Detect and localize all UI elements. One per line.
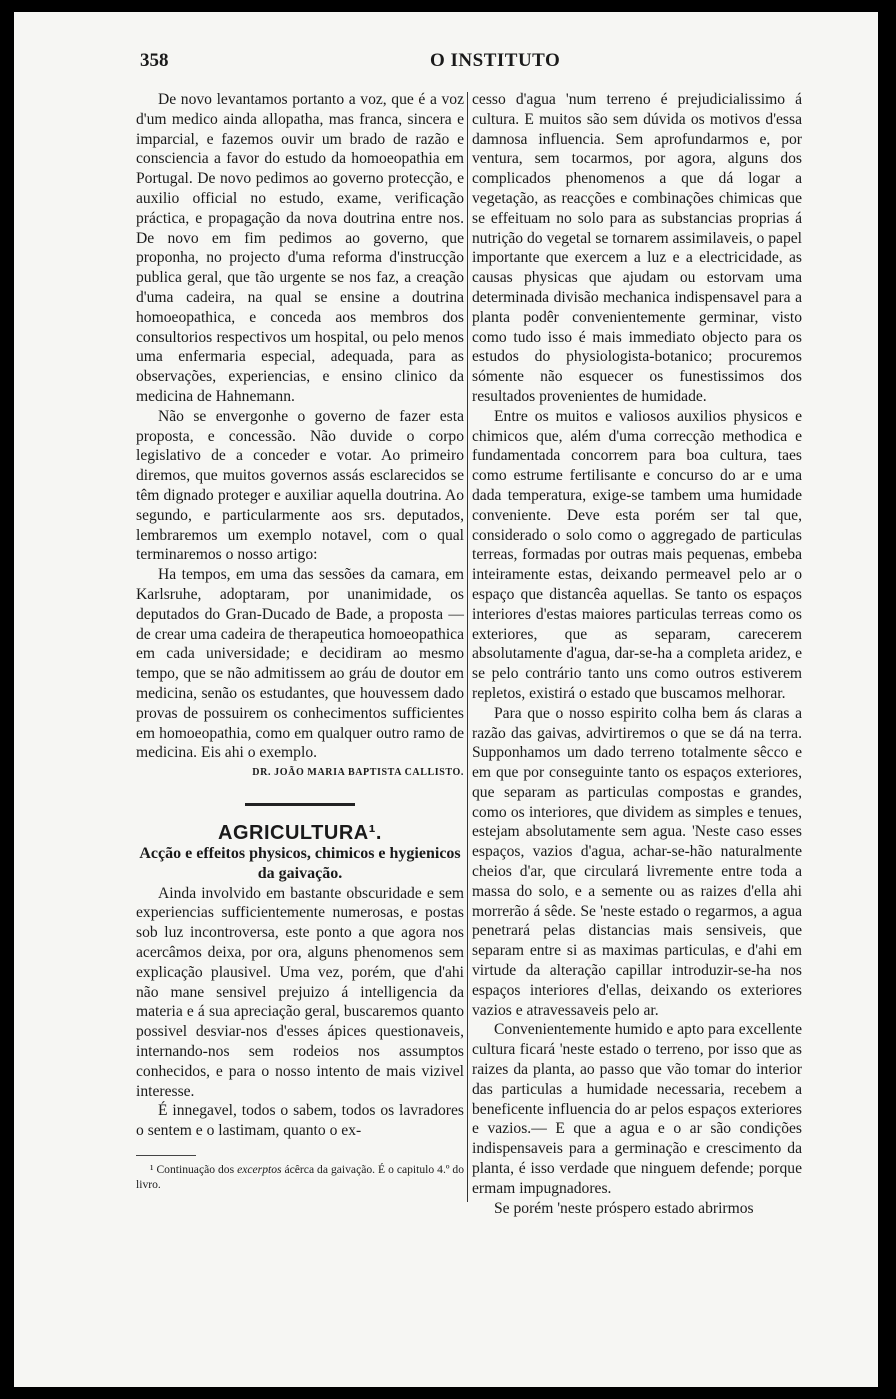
paragraph: De novo levantamos portanto a voz, que é a voz d'um medico ainda allopatha, mas franca, sincera e imparcial, e fazemos ouvir um brado de razão e consciencia a favor do estudo da homoeopathia em Portugal. De novo pedimos ao governo protecção, e auxilio official no estudo, exame, verificação práctica, e propagação da nova doutrina entre nos. De novo em fim pedimos ao governo, que proponha, no projecto d'uma reforma d'instrucção publica geral, que tão urgente se nos faz, a creação d'uma cadeira, na qual se ensine a doutrina homoeopathica, e conceda aos membros dos consultorios respectivos um hospital, ou pelo menos uma enfermaria especial, adequada, para as observações, experiencias, e ensino clinico da medicina de Hahnemann.	[136, 91, 464, 405]
paragraph: Ha tempos, em uma das sessões da camara, em Karlsruhe, adoptaram, por unanimidade, os deputados do Gran-Ducado de Bade, a proposta — de crear uma cadeira de therapeutica homoeopathica em cada universidade; e decidiram ao mesmo tempo, que se não admitissem ao gráu de doutor em medicina, senão os estudantes, que houvessem dado provas de possuirem os conhecimentos sufficientes em homoeopathia, como em qualquer outro ramo de medicina. Eis ahi o exemplo.	[136, 566, 464, 762]
page-header	[140, 50, 820, 76]
column-divider	[467, 92, 468, 1202]
footnote-italic: excerptos	[237, 1163, 282, 1177]
section-subtitle: Acção e effeitos physicos, chimicos e hygienicos da gaivação.	[139, 844, 461, 882]
footnote	[136, 1162, 464, 1192]
running-head: O INSTITUTO	[430, 50, 561, 71]
section-divider	[245, 803, 355, 806]
footnote-prefix: ¹ Continuação dos	[150, 1163, 238, 1177]
paragraph: Se porém 'neste próspero estado abrirmos	[494, 1199, 754, 1217]
footnote-divider	[136, 1155, 196, 1156]
left-column	[136, 90, 464, 1192]
paragraph: Convenientemente humido e apto para excellente cultura ficará 'neste estado o terreno, por isso que as raizes da planta, ao passo que vão tomar do interior das particulas a humidade necessaria, recebem a beneficente influencia do ar pelos espaços exteriores e vazios.— E que a agua e o ar são condições indispensaveis para a germinação e crescimento da planta, é isso verdade que ninguem defende; porque ermam impugnadores.	[472, 1021, 802, 1197]
paragraph: É innegavel, todos o sabem, todos os lavradores o sentem e o lastimam, quanto o ex-	[136, 1102, 464, 1140]
section-title: AGRICULTURA¹.	[218, 821, 382, 844]
paragraph: Ainda involvido em bastante obscuridade e sem experiencias sufficientemente numerosas, e postas sob luz incontroversa, este ponto a que agora nos acercâmos deixa, por ora, alguns phenomenos sem explicação plausivel. Uma vez, porém, que d'ahi não mane sensivel prejuizo á intelligencia da materia e á sua apreciação geral, buscaremos quanto possivel desviar-nos d'esses ápices questionaveis, internando-nos sem rodeios nos assumptos conhecidos, e para o nosso intento de mais vizivel interesse.	[136, 884, 464, 1100]
page-number: 358	[140, 50, 169, 71]
right-column	[472, 90, 802, 1218]
paragraph: Para que o nosso espirito colha bem ás claras a razão das gaivas, advirtiremos o que se dá na terra. Supponhamos um dado terreno totalmente sêcco e em que por conseguinte tanto os espaços exteriores, que separam as particulas compostas e grandes, como os interiores, que dividem as simples e tenues, estejam absolutamente sem agua. 'Neste caso esses espaços, vazios d'agua, achar-se-hão naturalmente cheios d'ar, que circulará livremente entre toda a massa do solo, e a semente ou as raizes d'ella ahi morrerão á sêde. Se 'neste estado o regarmos, a agua penetrará pelas distancias mais sensiveis, que separam entre si as maximas particulas, e d'ahi em virtude da alteração capillar introduzir-se-ha nos espaços interiores d'ellas, deixando os exteriores vazios e atravessaveis pelo ar.	[472, 704, 802, 1019]
paragraph: cesso d'agua 'num terreno é prejudicialissimo á cultura. E muitos são sem dúvida os motivos d'essa damnosa influencia. Sem aprofundarmos e, por ventura, sem tocarmos, por agora, alguns dos complicados phenomenos a que dá logar a vegetação, as reacções e combinações chimicas que se effeituam no solo para as substancias proprias á nutrição do vegetal se tornarem assimilaveis, o papel importante que exercem a luz e a electricidade, as causas physicas que ajudam ou estorvam uma determinada divisão mechanica indispensavel para a planta podêr convenientemente germinar, visto como tudo isso é mais immediato objecto para os estudos do physiologista-botanico; procuremos sómente não esquecer os funestissimos dos resultados provenientes de humidade.	[472, 91, 802, 405]
paragraph: Entre os muitos e valiosos auxilios physicos e chimicos que, além d'uma correcção methodica e fundamentada concorrem para boa cultura, taes como estrume fertilisante e concurso do ar e uma dada temperatura, exige-se tambem uma humidade conveniente. Deve esta porém ser tal que, considerado o solo como o aggregado de particulas terreas, formadas por outras mais pequenas, embeba inteiramente estas, deixando permeavel pelo ar o espaço que distancêa aquellas. Se tanto os espaços interiores d'estas maiores particulas terreas como os exteriores, que as separam, carecerem absolutamente d'agua, dar-se-ha a completa aridez, e se pelo contrário tanto uns como outros estiverem repletos, existirá o estado que buscamos melhorar.	[472, 407, 802, 702]
paragraph: Não se envergonhe o governo de fazer esta proposta, e concessão. Não duvide o corpo legislativo de a conceder e votar. Ao primeiro diremos, que muitos governos assás esclarecidos se têm dignado proteger e auxiliar aquella doutrina. Ao segundo, e particularmente aos srs. deputados, lembraremos um exemplo notavel, com o qual terminaremos o nosso artigo:	[136, 407, 464, 564]
author-signature: DR. JOÃO MARIA BAPTISTA CALLISTO.	[252, 767, 464, 779]
footnote-suffix: ácêrca da gaivação. É o capitulo 4.º do livro.	[136, 1163, 464, 1192]
